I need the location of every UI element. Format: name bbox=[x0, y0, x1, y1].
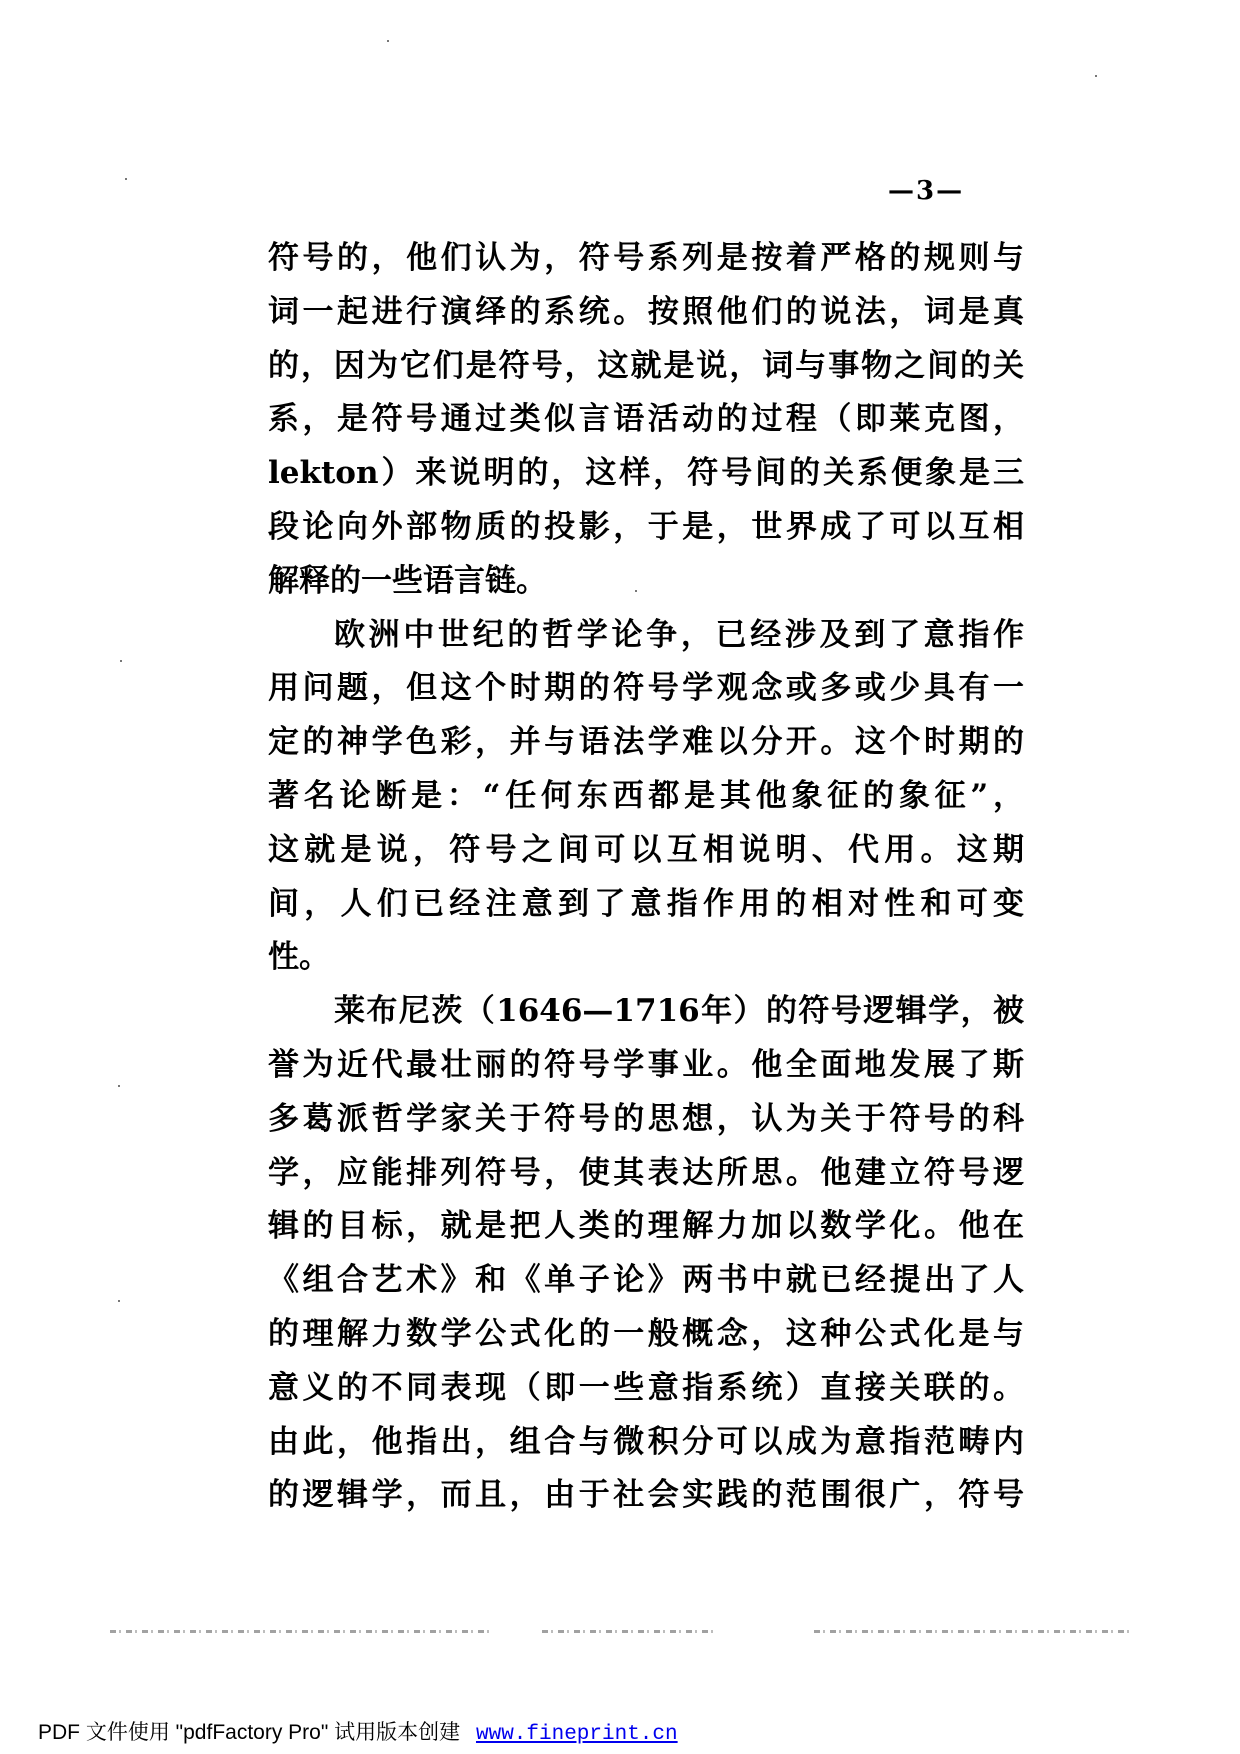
watermark-text: PDF 文件使用 "pdfFactory Pro" 试用版本创建 bbox=[38, 1721, 461, 1744]
fineprint-link[interactable]: www.fineprint.cn bbox=[475, 1723, 678, 1746]
text-line: 学，应能排列符号，使其表达所思。他建立符号逻 bbox=[268, 1154, 1024, 1191]
page-number: —3— bbox=[888, 176, 965, 206]
text-line: 意义的不同表现（即一些意指系统）直接关联的。 bbox=[268, 1369, 1024, 1406]
text-line: 由此，他指出，组合与微积分可以成为意指范畴内 bbox=[268, 1423, 1024, 1460]
text-line: 欧洲中世纪的哲学论争，已经涉及到了意指作 bbox=[334, 616, 1024, 653]
text-line: 性。 bbox=[268, 939, 330, 976]
scan-speck bbox=[120, 660, 122, 662]
text-line: 《组合艺术》和《单子论》两书中就已经提出了人 bbox=[268, 1262, 1024, 1299]
paragraph-3 bbox=[268, 985, 1024, 1523]
text-line: 定的神学色彩，并与语法学难以分开。这个时期的 bbox=[268, 724, 1024, 761]
text-line: 段论向外部物质的投影，于是，世界成了可以互相 bbox=[268, 508, 1024, 545]
text-line: 用问题，但这个时期的符号学观念或多或少具有一 bbox=[268, 670, 1024, 707]
text-line: 辑的目标，就是把人类的理解力加以数学化。他在 bbox=[268, 1208, 1024, 1245]
text-line: 这就是说，符号之间可以互相说明、代用。这期 bbox=[268, 831, 1024, 868]
text-line: 的理解力数学公式化的一般概念，这种公式化是与 bbox=[268, 1315, 1024, 1352]
text-line: 誉为近代最壮丽的符号学事业。他全面地发展了斯 bbox=[268, 1046, 1024, 1083]
scan-speck bbox=[118, 1300, 120, 1302]
body-text bbox=[268, 232, 1024, 1523]
paragraph-1 bbox=[268, 232, 1024, 609]
scan-speck bbox=[387, 40, 389, 42]
text-line: 莱布尼茨（1646—1716年）的符号逻辑学，被 bbox=[334, 993, 1024, 1030]
scan-artifact-line bbox=[110, 1630, 1130, 1633]
text-line: 的逻辑学，而且，由于社会实践的范围很广，符号 bbox=[268, 1477, 1024, 1514]
text-line: 间，人们已经注意到了意指作用的相对性和可变 bbox=[268, 885, 1024, 922]
text-line: 解释的一些语言链。 bbox=[268, 562, 547, 599]
scan-speck bbox=[1095, 75, 1097, 77]
scan-gap bbox=[715, 1630, 810, 1633]
text-line: 的，因为它们是符号，这就是说，词与事物之间的关 bbox=[268, 347, 1024, 384]
paragraph-2 bbox=[268, 609, 1024, 986]
text-line: lekton）来说明的，这样，符号间的关系便象是三 bbox=[268, 455, 1024, 492]
scan-gap bbox=[490, 1630, 540, 1633]
scan-speck bbox=[635, 590, 637, 592]
pdf-watermark-footer bbox=[38, 1716, 678, 1746]
text-line: 系，是符号通过类似言语活动的过程（即莱克图， bbox=[268, 401, 1024, 438]
text-line: 词一起进行演绎的系统。按照他们的说法，词是真 bbox=[268, 293, 1024, 330]
scan-speck bbox=[118, 1085, 120, 1087]
text-line: 符号的，他们认为，符号系列是按着严格的规则与 bbox=[268, 240, 1024, 276]
text-line: 著名论断是：“任何东西都是其他象征的象征”， bbox=[268, 777, 1024, 814]
text-line: 多葛派哲学家关于符号的思想，认为关于符号的科 bbox=[268, 1100, 1024, 1137]
scan-speck bbox=[125, 178, 127, 180]
